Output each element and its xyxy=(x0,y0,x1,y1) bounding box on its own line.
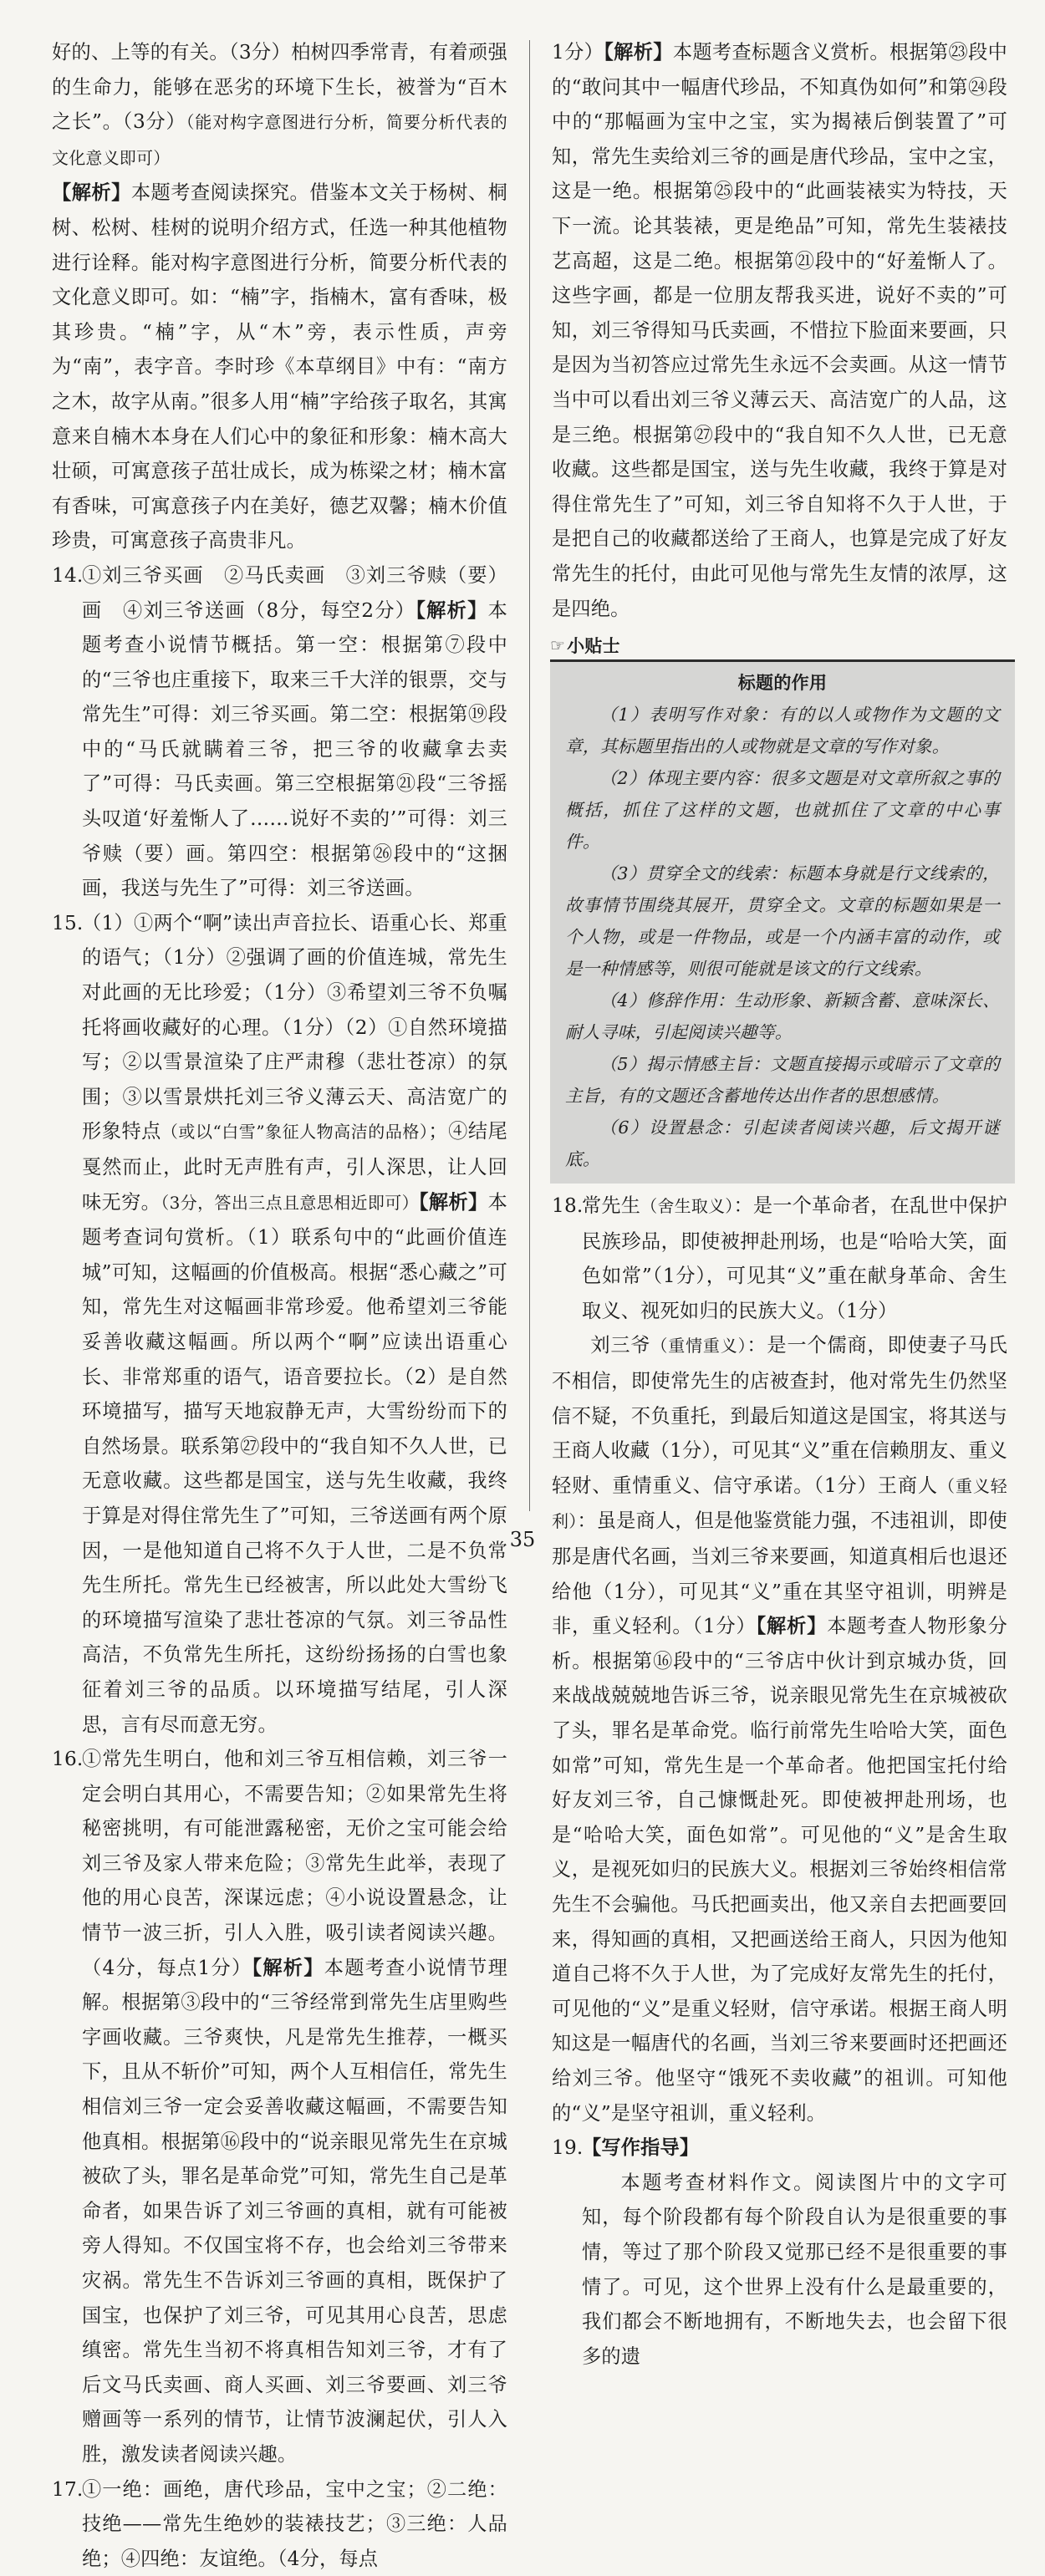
tip-content xyxy=(550,662,1015,1184)
answer-13-continued: 好的、上等的有关。（3分）柏树四季常青，有着顽强的生命力，能够在恶劣的环境下生长，被誉为“百木之长”。（3分）（能对构字意图进行分析，简要分析代表的文化意义即可） xyxy=(52,41,507,168)
tip-box xyxy=(550,633,1015,1184)
answer-15: 15. （1）①两个“啊”读出声音拉长、语重心长、郑重的语气；（1分）②强调了画的价值连城，常先生对此画的无比珍爱；（1分）③希望刘三爷不负嘱托将画收藏好的心理。（1分）（2）①自然环境描写；②以雪景渲染了庄严肃穆（悲壮苍凉）的氛围；③以雪景烘托刘三爷义薄云天、高洁宽广的形象特点（或以“白雪”象征人物高洁的品格）；④结尾戛然而止，此时无声胜有声，引人深思，让人回味无穷。（3分，答出三点且意思相近即可）【解析】本题考查词句赏析。（1）联系句中的“此画价值连城”可知，这幅画的价值极高。根据“悉心藏之”可知，常先生对这幅画非常珍爱。他希望刘三爷能妥善收藏这幅画。所以两个“啊”应读出语重心长、非常郑重的语气，语音要拉长。（2）是自然环境描写，描写天地寂静无声，大雪纷纷而下的自然场景。联系第㉗段中的“我自知不久人世，已无意收藏。这些都是国宝，送与先生收藏，我终于算是对得住常先生了”可知，三爷送画有两个原因，一是他知道自己将不久于人世，二是不负常先生所托。常先生已经被害，所以此处大雪纷飞的环境描写渲染了悲壮苍凉的气氛。刘三爷品性高洁，不负常先生所托，这纷纷扬扬的白雪也象征着刘三爷的品质。以环境描写结尾，引人深思，言有尽而意无穷。 xyxy=(52,906,507,1742)
question-number: 18. xyxy=(552,1194,584,1218)
tip-header xyxy=(550,633,1015,662)
tip-item: （4）修辞作用：生动形象、新颖含蓄、意味深长、耐人寻味，引起阅读兴趣等。 xyxy=(565,990,1000,1043)
answer-19-text: 本题考查材料作文。阅读图片中的文字可知，每个阶段都有每个阶段自认为是很重要的事情，等过了那个阶段又觉那已经不是很重要的事情了。可见，这个世界上没有什么是最重要的，我们都会不断地拥有，不断地失去，也会留下很多的遗 xyxy=(582,2171,1007,2368)
question-number: 17. xyxy=(52,2477,84,2501)
tip-item: （1）表明写作对象：有的以人或物作为文题的文章，其标题里指出的人或物就是文章的写作对象。 xyxy=(565,705,1000,757)
question-number: 15. xyxy=(52,911,84,934)
tip-item: （6）设置悬念：引起读者阅读兴趣，后文揭开谜底。 xyxy=(565,1117,1000,1170)
answer-18-liu: 刘三爷（重情重义）：是一个儒商，即使妻子马氏不相信，即使常先生的店被查封，他对常先生仍然坚信不疑，不负重托，到最后知道这是国宝，将其送与王商人收藏（1分），可见其“义”重在信赖朋友、重义轻财、重情重义、信守承诺。（1分）王商人（重义轻利）：虽是商人，但是他鉴赏能力强，不违祖训，即使那是唐代名画，当刘三爷来要画，知道真相后也退还给他（1分），可见其“义”重在其坚守祖训，明辨是非，重义轻利。（1分）【解析】本题考查人物形象分析。根据第⑯段中的“三爷店中伙计到京城办货，回来战战兢兢地告诉三爷，说亲眼见常先生在京城被砍了头，罪名是革命党。临行前常先生哈哈大笑，面色如常”可知，常先生是一个革命者。他把国宝托付给好友刘三爷，自己慷慨赴死。即使被押赴刑场，也是“哈哈大笑，面色如常”。可见他的“义”是舍生取义，是视死如归的民族大义。根据刘三爷始终相信常先生不会骗他。马氏把画卖出，他又亲自去把画要回来，得知画的真相，又把画送给王商人，只因为他知道自己将不久于人世，为了完成好友常先生的托付，可见他的“义”是重义轻财，信守承诺。根据王商人明知这是一幅唐代的名画，当刘三爷来要画时还把画还给刘三爷。他坚守“饿死不卖收藏”的祖训。可知他的“义”是坚守祖训，重义轻利。 xyxy=(552,1334,1008,2125)
tip-item: （5）揭示情感主旨：文题直接揭示或暗示了文章的主旨，有的文题还含蓄地传达出作者的思想感情。 xyxy=(565,1054,1000,1107)
answer-14: 14. ①刘三爷买画 ②马氏卖画 ③刘三爷赎（要）画 ④刘三爷送画（8分，每空2分）【解析】本题考查小说情节概括。第一空：根据第⑦段中的“三爷也庄重接下，取来三千大洋的银票，交与常先生”可得：刘三爷买画。第二空：根据第⑲段中的“马氏就瞒着三爷，把三爷的收藏拿去卖了”可得：马氏卖画。第三空根据第㉑段“三爷摇头叹道‘好羞惭人了……说好不卖的’”可得：刘三爷赎（要）画。第四空：根据第㉖段中的“这捆画，我送与先生了”可得：刘三爷送画。 xyxy=(52,558,507,906)
left-column xyxy=(52,35,507,2576)
answer-19: 19. 【写作指导】 xyxy=(552,2131,1007,2166)
tip-title: 标题的作用 xyxy=(737,672,828,694)
tip-item: （2）体现主要内容：很多文题是对文章所叙之事的概括，抓住了这样的文题，也就抓住了文章的中心事件。 xyxy=(565,768,1000,853)
tip-label: 小贴士 xyxy=(567,635,620,657)
question-number: 16. xyxy=(52,1748,84,1771)
column-divider xyxy=(529,40,530,1511)
pointing-hand-icon: ☞ xyxy=(550,635,566,656)
answer-13-analysis: 【解析】本题考查阅读探究。借鉴本文关于杨树、桐树、松树、桂树的说明介绍方式，任选一种其他植物进行诠释。能对构字意图进行分析，简要分析代表的文化意义即可。如：“楠”字，指楠木，富有香味，极其珍贵。“楠”字，从“木”旁，表示性质，声旁为“南”，表字音。李时珍《本草纲目》中有：“南方之木，故字从南。”很多人用“楠”字给孩子取名，其寓意来自楠木本身在人们心中的象征和形象：楠木高大壮硕，可寓意孩子茁壮成长，成为栋梁之材；楠木富有香味，可寓意孩子内在美好，德艺双馨；楠木价值珍贵，可寓意孩子高贵非凡。 xyxy=(52,181,507,552)
answer-17: 17. ①一绝：画绝，唐代珍品，宝中之宝；②二绝：技绝——常先生绝妙的装裱技艺；③三绝：人品绝；④四绝：友谊绝。（4分，每点 xyxy=(52,2472,507,2576)
answer-16: 16. ①常先生明白，他和刘三爷互相信赖，刘三爷一定会明白其用心，不需要告知；②如果常先生将秘密挑明，有可能泄露秘密，无价之宝可能会给刘三爷及家人带来危险；③常先生此举，表现了他的用心良苦，深谋远虑；④小说设置悬念，让情节一波三折，引人入胜，吸引读者阅读兴趣。（4分，每点1分）【解析】本题考查小说情节理解。根据第③段中的“三爷经常到常先生店里购些字画收藏。三爷爽快，凡是常先生推荐，一概买下，且从不斩价”可知，两个人互相信任，常先生相信刘三爷一定会妥善收藏这幅画，不需要告知他真相。根据第⑯段中的“说亲眼见常先生在京城被砍了头，罪名是革命党”可知，常先生自己是革命者，如果告诉了刘三爷画的真相，就有可能被旁人得知。不仅国宝将不存，也会给刘三爷带来灾祸。常先生不告诉刘三爷画的真相，既保护了国宝，也保护了刘三爷，可见其用心良苦，思虑缜密。常先生当初不将真相告知刘三爷，才有了后文马氏卖画、商人买画、刘三爷要画、刘三爷赠画等一系列的情节，让情节波澜起伏，引人入胜，激发读者阅读兴趣。 xyxy=(52,1742,507,2472)
right-column xyxy=(552,35,1007,2374)
tip-item: （3）贯穿全文的线索：标题本身就是行文线索的，故事情节围绕其展开，贯穿全文。文章的标题如果是一个人物，或是一件物品，或是一个内涵丰富的动作，或是一种情感等，则很可能就是该文的行文线索。 xyxy=(565,863,1000,980)
question-number: 14. xyxy=(52,563,84,587)
question-number: 19. xyxy=(552,2136,584,2160)
page-number: 35 xyxy=(509,1528,536,1551)
answer-17-continued: 1分）【解析】本题考查标题含义赏析。根据第㉓段中的“敢问其中一幅唐代珍品，不知真伪如何”和第㉔段中的“那幅画为宝中之宝，实为揭裱后倒装置了”可知，常先生卖给刘三爷的画是唐代珍品，宝中之宝，这是一绝。根据第㉕段中的“此画装裱实为特技，天下一流。论其装裱，更是绝品”可知，常先生装裱技艺高超，这是二绝。根据第㉑段中的“好羞惭人了。这些字画，都是一位朋友帮我买进，说好不卖的”可知，刘三爷得知马氏卖画，不惜拉下脸面来要画，只是因为当初答应过常先生永远不会卖画。从这一情节当中可以看出刘三爷义薄云天、高洁宽广的人品，这是三绝。根据第㉗段中的“我自知不久人世，已无意收藏。这些都是国宝，送与先生收藏，我终于算是对得住常先生了”可知，刘三爷自知将不久于人世，于是把自己的收藏都送给了王商人，也算是完成了好友常先生的托付，由此可见他与常先生友情的浓厚，这是四绝。 xyxy=(552,41,1008,620)
answer-18: 18. 常先生（舍生取义）：是一个革命者，在乱世中保护民族珍品，即使被押赴刑场，也是“哈哈大笑，面色如常”（1分），可见其“义”重在献身革命、舍生取义、视死如归的民族大义。（1分） xyxy=(552,1189,1007,1328)
